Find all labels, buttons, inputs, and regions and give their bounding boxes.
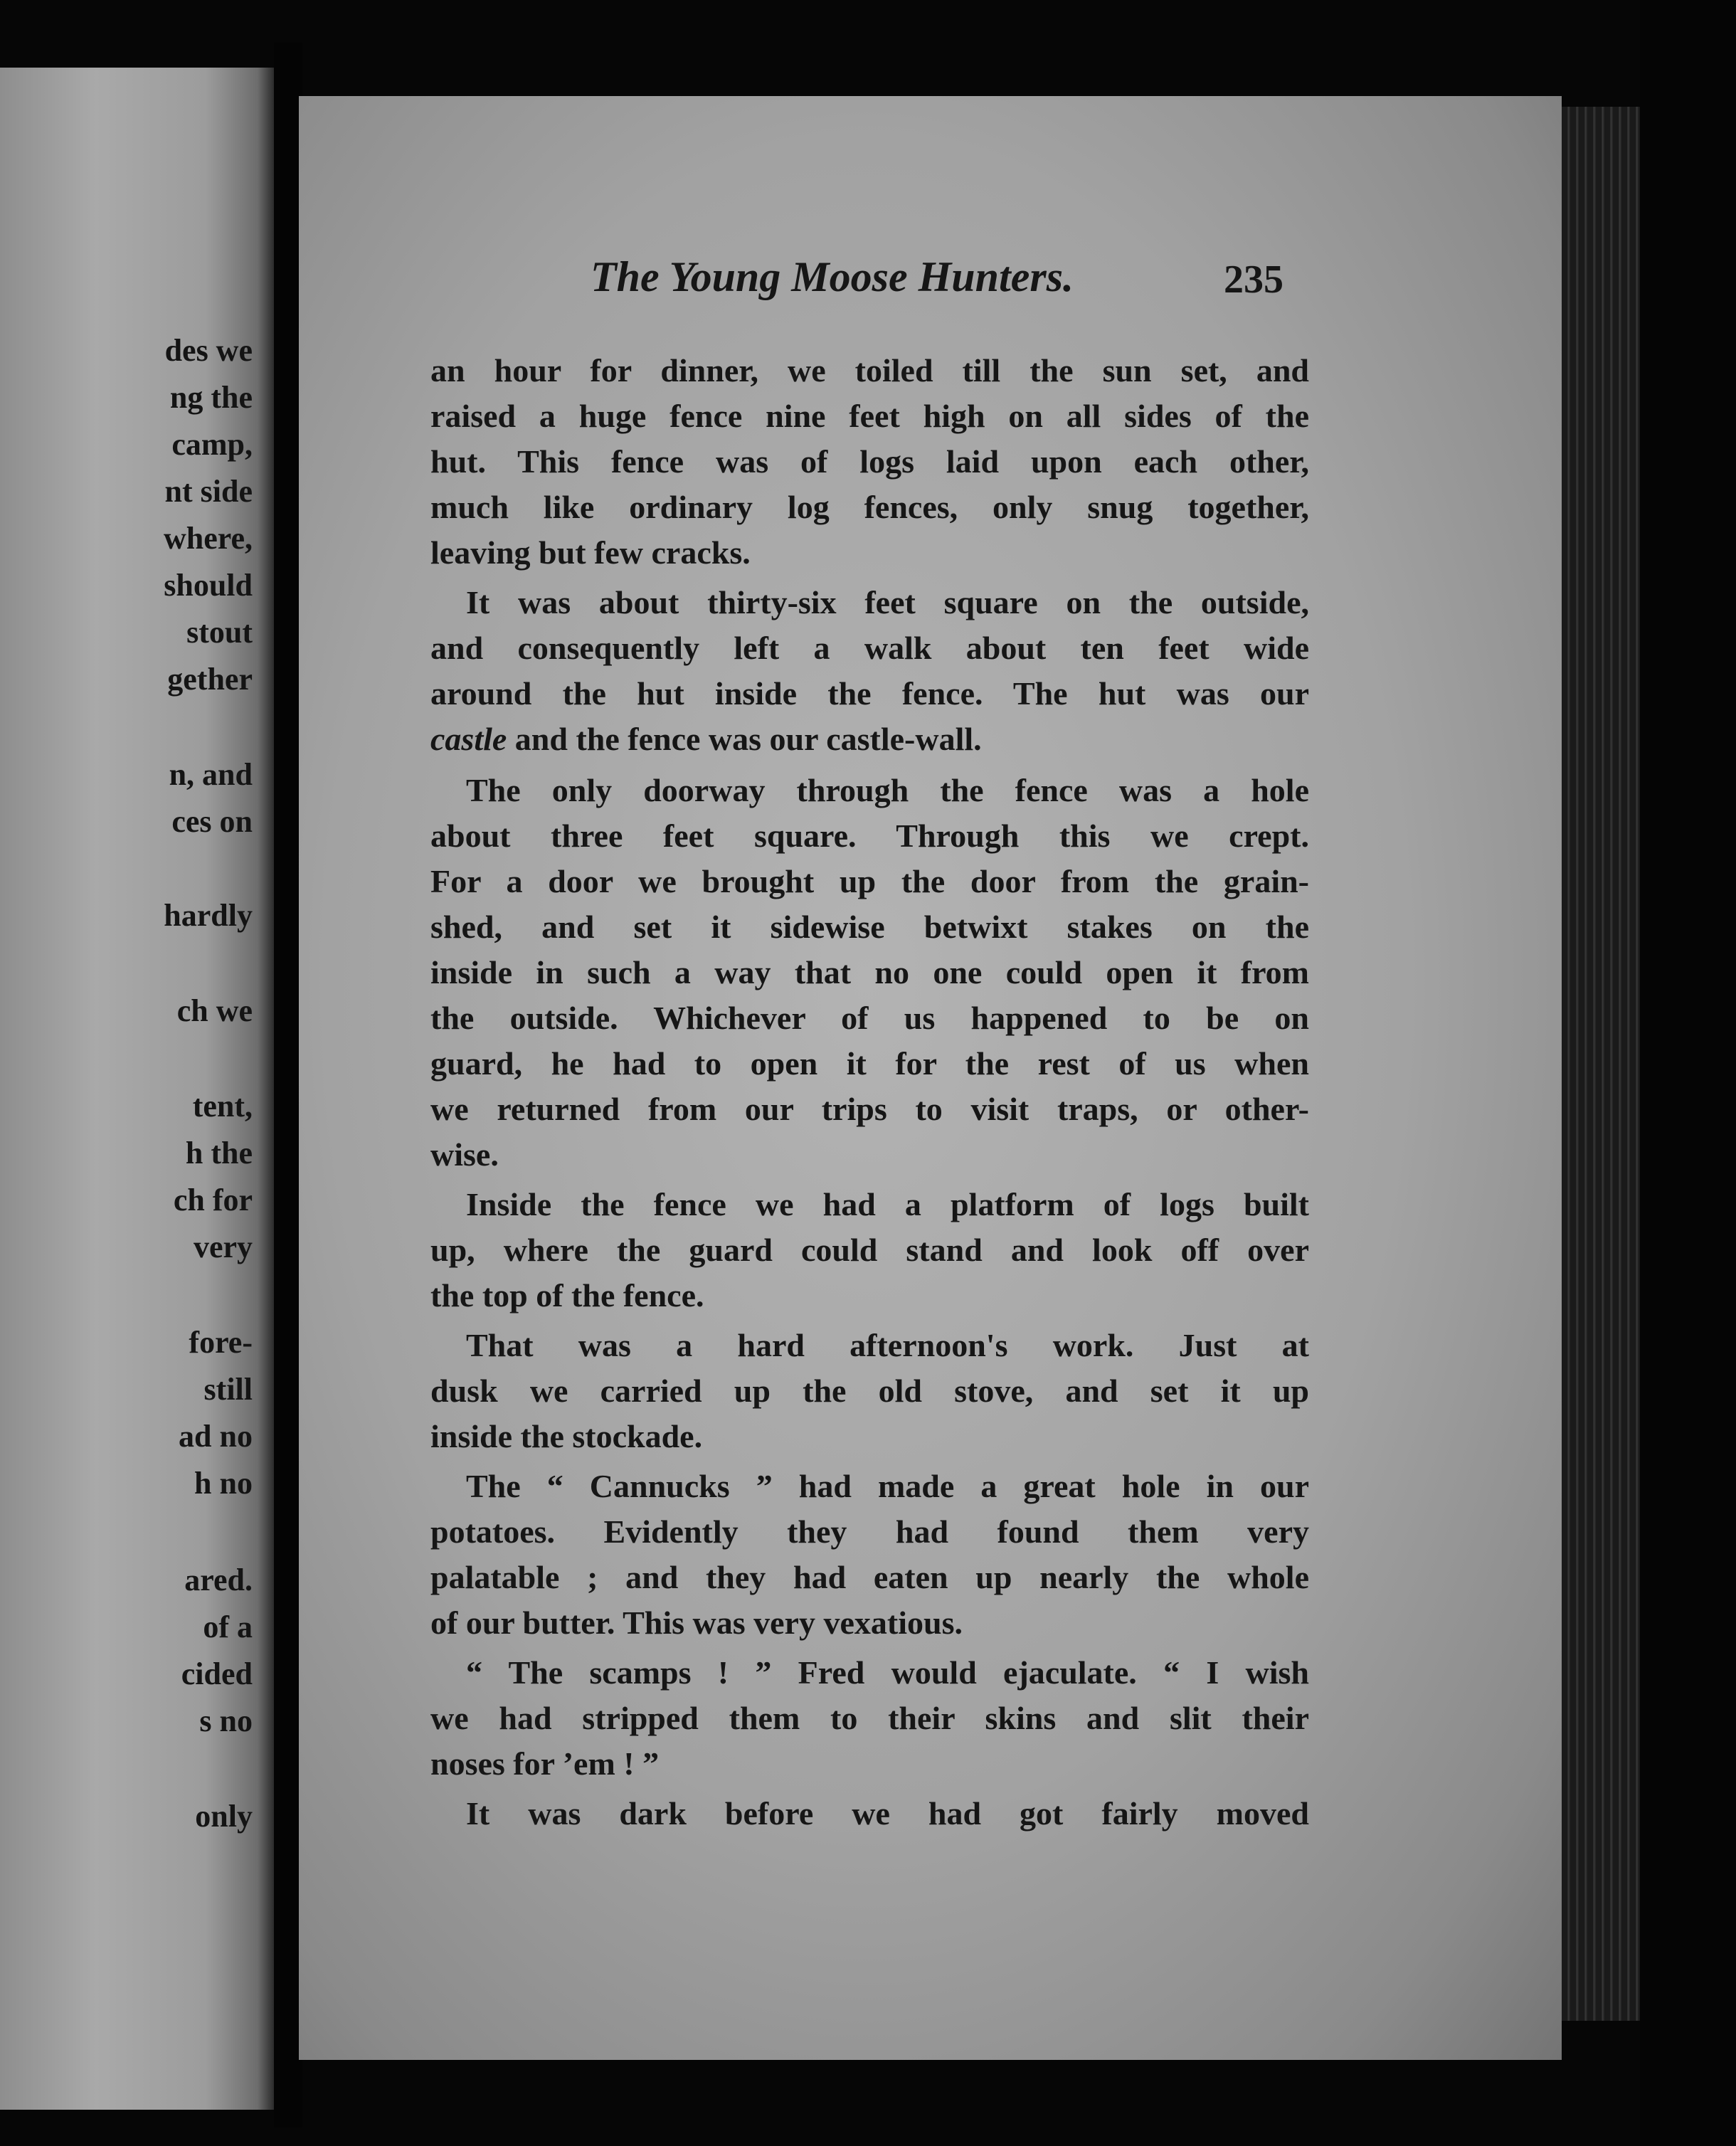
text-line: inside the stockade. xyxy=(430,1418,703,1454)
text-line: “ The scamps ! ” Fred would ejaculate. “ I wish xyxy=(466,1654,1309,1691)
facing-line: nt side xyxy=(164,474,253,509)
text-line: It was dark before we had got fairly moved xyxy=(466,1795,1309,1832)
text-line: about three feet square. Through this we crept. xyxy=(430,818,1309,854)
text-line: palatable ; and they had eaten up nearly the whole xyxy=(430,1559,1309,1595)
facing-line: tent, xyxy=(192,1089,253,1124)
facing-line: where, xyxy=(163,521,253,556)
facing-line: ng the xyxy=(169,380,253,415)
facing-line: ad no xyxy=(179,1419,253,1454)
page-number: 235 xyxy=(1224,258,1284,302)
page-edges xyxy=(1562,107,1640,2021)
text-line: we had stripped them to their skins and slit their xyxy=(430,1700,1309,1736)
text-line: Inside the fence we had a platform of logs built xyxy=(466,1186,1309,1222)
text-line: we returned from our trips to visit traps, or other- xyxy=(430,1091,1309,1127)
facing-line: ared. xyxy=(184,1563,253,1597)
text-line: dusk we carried up the old stove, and set it up xyxy=(430,1373,1309,1409)
text-line: much like ordinary log fences, only snug together, xyxy=(430,489,1309,525)
facing-line: ch we xyxy=(176,993,253,1028)
text-line: the top of the fence. xyxy=(430,1277,704,1314)
facing-line: still xyxy=(203,1372,253,1407)
text-line: It was about thirty-six feet square on the outside, xyxy=(466,584,1309,620)
facing-line: ces on xyxy=(171,804,253,839)
book-page xyxy=(299,96,1562,2060)
text-line: That was a hard afternoon's work. Just at xyxy=(466,1327,1309,1363)
facing-line: camp, xyxy=(171,427,253,462)
text-line: up, where the guard could stand and look off over xyxy=(430,1232,1309,1268)
facing-line: should xyxy=(164,568,253,603)
text-line: shed, and set it sidewise betwixt stakes on the xyxy=(430,909,1309,945)
text-line: The “ Cannucks ” had made a great hole in our xyxy=(466,1468,1309,1504)
text-line: The only doorway through the fence was a hole xyxy=(466,772,1309,808)
text-line: inside in such a way that no one could open it from xyxy=(430,954,1309,990)
text-line: For a door we brought up the door from the grain- xyxy=(430,863,1309,899)
text-line: guard, he had to open it for the rest of us when xyxy=(430,1045,1309,1082)
italic-word: castle xyxy=(430,721,507,757)
facing-line: n, and xyxy=(169,757,253,792)
facing-line: s no xyxy=(199,1703,253,1738)
text-line: wise. xyxy=(430,1136,499,1173)
book-gutter xyxy=(274,43,302,2128)
facing-line: of a xyxy=(203,1610,253,1644)
facing-line: des we xyxy=(164,333,253,368)
text-line: raised a huge fence nine feet high on all sides of the xyxy=(430,398,1309,434)
facing-line: gether xyxy=(167,662,253,697)
text-line: around the hut inside the fence. The hut was our xyxy=(430,675,1309,712)
facing-line: stout xyxy=(186,615,253,650)
facing-line: cided xyxy=(181,1656,253,1691)
facing-line: very xyxy=(193,1230,253,1264)
book-binding xyxy=(1640,0,1736,2146)
facing-line: ch for xyxy=(173,1183,253,1217)
facing-page xyxy=(0,68,274,2110)
facing-line: fore- xyxy=(189,1325,253,1360)
text-line: leaving but few cracks. xyxy=(430,534,751,571)
running-head: The Young Moose Hunters. xyxy=(591,253,1074,300)
facing-line: h the xyxy=(185,1136,253,1170)
text-line: noses for ’em ! ” xyxy=(430,1745,660,1782)
text-span: and the fence was our castle-wall. xyxy=(507,721,982,757)
text-line: potatoes. Evidently they had found them very xyxy=(430,1513,1309,1550)
text-line: hut. This fence was of logs laid upon each other, xyxy=(430,443,1309,480)
text-line xyxy=(430,717,1309,761)
text-line: and consequently left a walk about ten feet wide xyxy=(430,630,1309,666)
text-line: the outside. Whichever of us happened to be on xyxy=(430,1000,1309,1036)
facing-line: h no xyxy=(194,1466,253,1501)
facing-line: only xyxy=(195,1799,253,1834)
text-line: an hour for dinner, we toiled till the sun set, and xyxy=(430,352,1309,388)
text-line: of our butter. This was very vexatious. xyxy=(430,1605,963,1641)
facing-line: hardly xyxy=(164,898,253,933)
